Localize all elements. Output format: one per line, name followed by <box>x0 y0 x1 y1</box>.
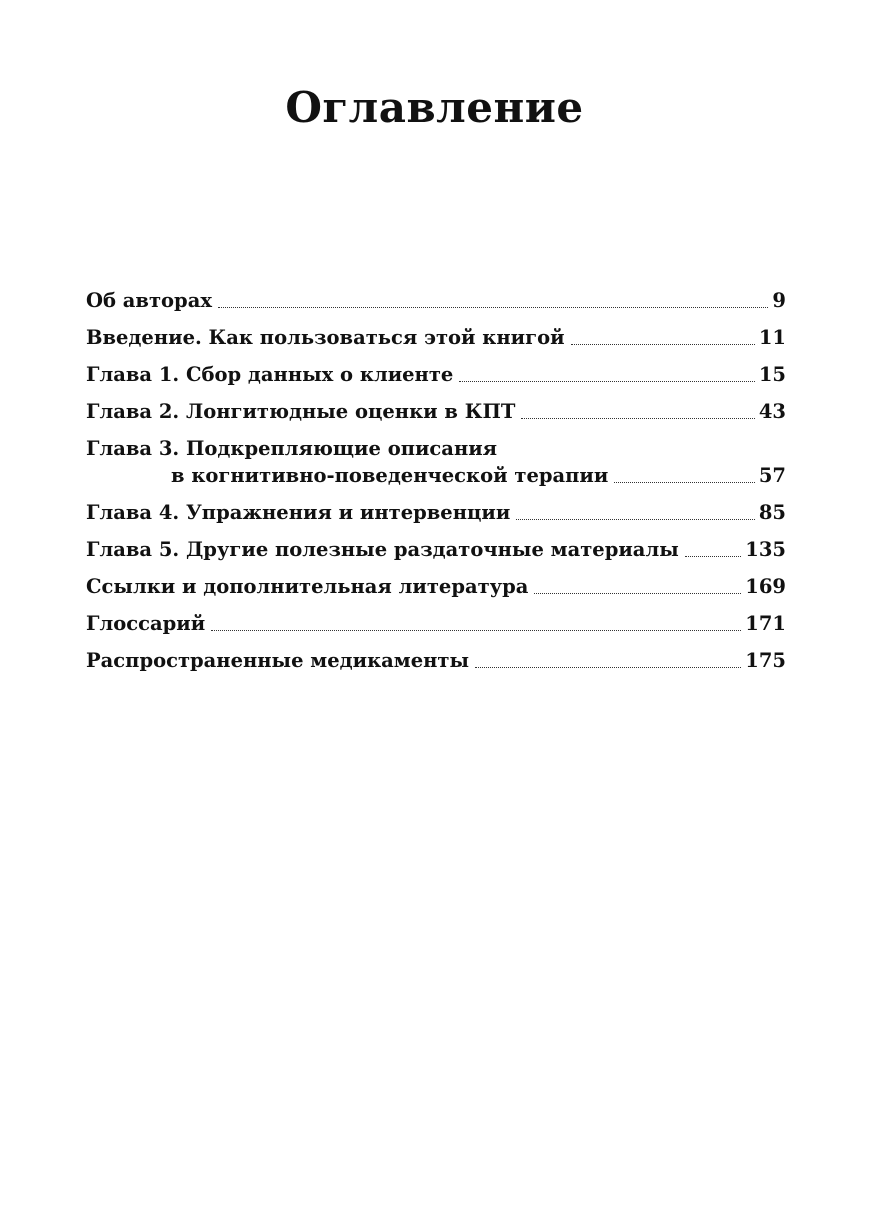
toc-entry-label-line-2: в когнитивно-поведенческой терапии <box>171 464 609 487</box>
dot-leader <box>459 381 755 382</box>
toc-entry-label: Глава 5. Другие полезные раздаточные материалы <box>86 538 679 561</box>
toc-entry-label: Глава 4. Упражнения и интервенции <box>86 501 511 524</box>
toc-entry-chapter-3[interactable] <box>86 435 786 489</box>
toc-entry-label-line-1: Глава 3. Подкрепляющие описания <box>86 437 498 460</box>
dot-leader <box>571 344 755 345</box>
dot-leader <box>685 556 742 557</box>
toc-entry-references[interactable] <box>86 573 786 600</box>
toc-page-number: 169 <box>745 575 786 598</box>
toc-page-number: 175 <box>745 649 786 672</box>
dot-leader <box>521 418 754 419</box>
toc-entry-introduction[interactable] <box>86 324 786 351</box>
toc-entry-chapter-2[interactable] <box>86 398 786 425</box>
toc-entry-about-authors[interactable] <box>86 287 786 314</box>
toc-page-number: 135 <box>745 538 786 561</box>
dot-leader <box>534 593 741 594</box>
toc-entry-label: Введение. Как пользоваться этой книгой <box>86 326 565 349</box>
toc-entry-label <box>86 435 612 489</box>
toc-entry-label: Глоссарий <box>86 612 206 635</box>
dot-leader <box>475 667 741 668</box>
toc-entry-label: Об авторах <box>86 289 212 312</box>
toc-page-number: 57 <box>758 464 786 487</box>
dot-leader <box>211 630 741 631</box>
page-title: Оглавление <box>285 83 584 132</box>
dot-leader <box>218 307 768 308</box>
dot-leader <box>614 482 755 483</box>
dot-leader <box>516 519 755 520</box>
toc-page-number: 171 <box>745 612 786 635</box>
toc-page-number: 43 <box>758 400 786 423</box>
toc-entry-chapter-4[interactable] <box>86 499 786 526</box>
toc-page-number: 85 <box>758 501 786 524</box>
toc-entry-chapter-5[interactable] <box>86 536 786 563</box>
toc-entry-label: Глава 2. Лонгитюдные оценки в КПТ <box>86 400 516 423</box>
toc-entry-medications[interactable] <box>86 647 786 674</box>
toc-page-number: 15 <box>758 363 786 386</box>
toc-entry-glossary[interactable] <box>86 610 786 637</box>
toc-page-number: 9 <box>772 289 786 312</box>
toc-entry-chapter-1[interactable] <box>86 361 786 388</box>
table-of-contents <box>86 287 786 684</box>
toc-page-number: 11 <box>758 326 786 349</box>
toc-entry-label: Ссылки и дополнительная литература <box>86 575 529 598</box>
toc-entry-label: Распространенные медикаменты <box>86 649 470 672</box>
toc-entry-label: Глава 1. Сбор данных о клиенте <box>86 363 454 386</box>
